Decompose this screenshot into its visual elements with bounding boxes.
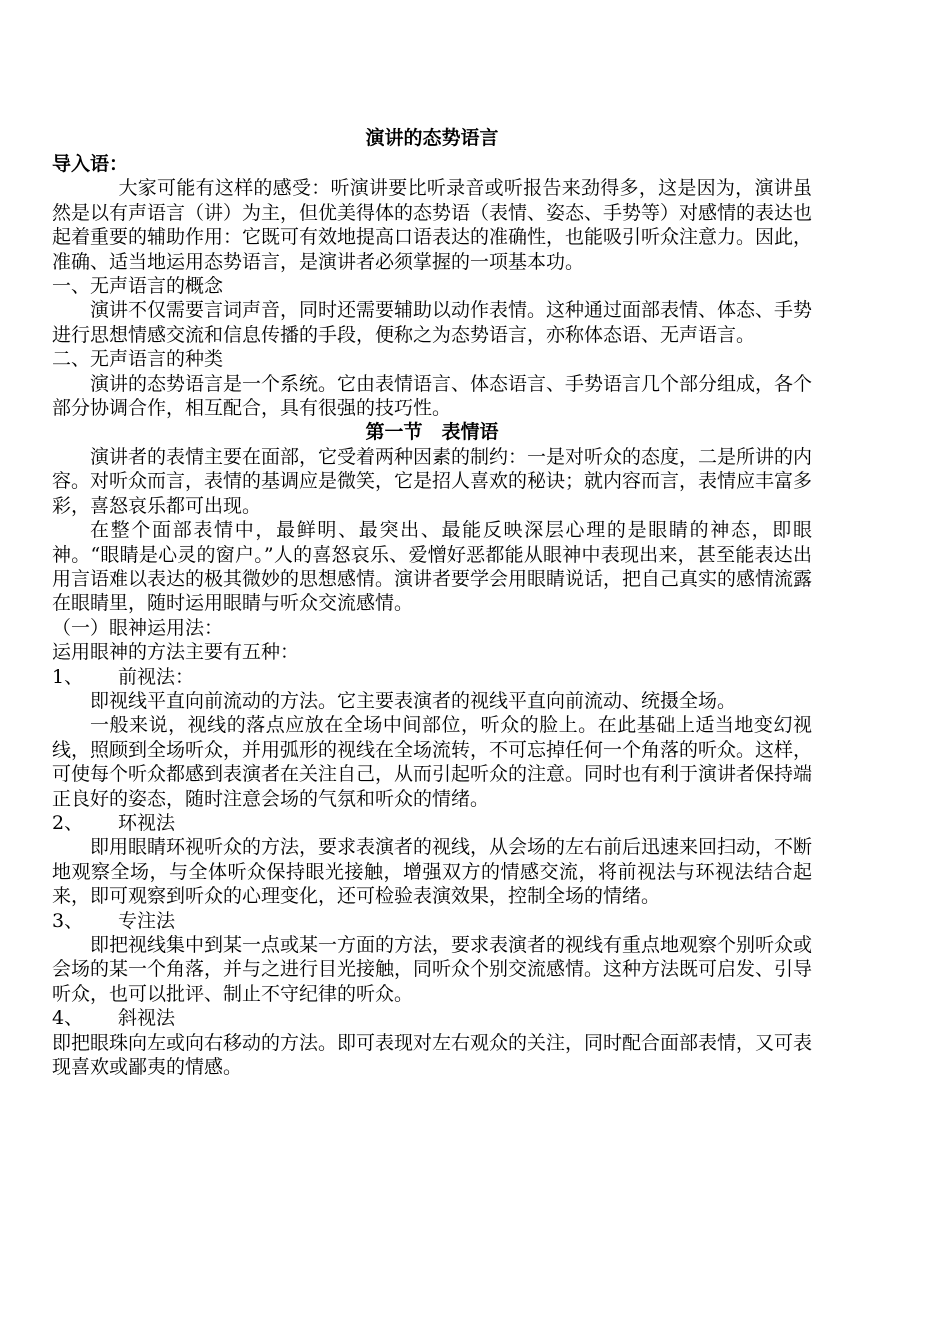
intro-paragraph: 大家可能有这样的感受：听演讲要比听录音或听报告来劲得多，这是因为，演讲虽然是以有声语言（讲）为主，但优美得体的态势语（表情、姿态、手势等）对感情的表达也起着重要的辅助作用：它既可有效地提高口语表达的准确性，也能吸引听众注意力。因此，准确、适当地运用态势语言，是演讲者必须掌握的一项基本功。 bbox=[52, 177, 813, 273]
list-number: 2、 bbox=[52, 811, 84, 834]
item1-paragraph-1: 即视线平直向前流动的方法。它主要表演者的视线平直向前流动、统摄全场。 bbox=[90, 689, 737, 712]
list-number: 1、 bbox=[52, 665, 84, 688]
list-number: 3、 bbox=[52, 909, 84, 932]
item4-paragraph: 即把眼珠向左或向右移动的方法。即可表现对左右观众的关注，同时配合面部表情，又可表现喜欢或鄙夷的情感。 bbox=[52, 1031, 813, 1079]
list-item-2 bbox=[52, 811, 812, 835]
list-number: 4、 bbox=[52, 1007, 84, 1030]
section-heading: 第一节 表情语 bbox=[365, 421, 499, 444]
subheading-eye-method: （一）眼神运用法： bbox=[52, 616, 224, 639]
list-label: 前视法： bbox=[118, 665, 195, 688]
paragraph-expression: 演讲者的表情主要在面部，它受着两种因素的制约：一是对听众的态度，二是所讲的内容。对听众而言，表情的基调应是微笑，它是招人喜欢的秘诀；就内容而言，表情应丰富多彩，喜怒哀乐都可出现。 bbox=[52, 445, 813, 517]
list-item-1 bbox=[52, 665, 812, 689]
document-title: 演讲的态势语言 bbox=[365, 127, 499, 149]
document-page bbox=[52, 124, 812, 1079]
list-item-4 bbox=[52, 1006, 812, 1030]
item3-paragraph: 即把视线集中到某一点或某一方面的方法，要求表演者的视线有重点地观察个别听众或会场的某一个角落，并与之进行目光接触，同听众个别交流感情。这种方法既可启发、引导听众，也可以批评、制止不守纪律的听众。 bbox=[52, 934, 813, 1005]
list-item-3 bbox=[52, 909, 812, 933]
list-label: 环视法 bbox=[118, 811, 176, 834]
eye-method-intro: 运用眼神的方法主要有五种： bbox=[52, 641, 300, 664]
heading-concept: 一、无声语言的概念 bbox=[52, 275, 224, 298]
list-label: 斜视法 bbox=[118, 1007, 176, 1030]
heading-types: 二、无声语言的种类 bbox=[52, 348, 224, 371]
item1-paragraph-2: 一般来说，视线的落点应放在全场中间部位，听众的脸上。在此基础上适当地变幻视线，照顾到全场听众，并用弧形的视线在全场流转，不可忘掉任何一个角落的听众。这样，可使每个听众都感到表演者在关注自己，从而引起听众的注意。同时也有利于演讲者保持端正良好的姿态，随时注意会场的气氛和听众的情绪。 bbox=[52, 714, 813, 810]
list-label: 专注法 bbox=[118, 909, 176, 932]
paragraph-types: 演讲的态势语言是一个系统。它由表情语言、体态语言、手势语言几个部分组成，各个部分协调合作，相互配合，具有很强的技巧性。 bbox=[52, 372, 813, 420]
intro-label: 导入语： bbox=[52, 153, 129, 175]
paragraph-eyes: 在整个面部表情中，最鲜明、最突出、最能反映深层心理的是眼睛的神态，即眼神。“眼睛是心灵的窗户。”人的喜怒哀乐、爱憎好恶都能从眼神中表现出来，甚至能表达出用言语难以表达的极其微妙的思想感情。演讲者要学会用眼睛说话，把自己真实的感情流露在眼睛里，随时运用眼睛与听众交流感情。 bbox=[52, 519, 813, 615]
paragraph-concept: 演讲不仅需要言词声音，同时还需要辅助以动作表情。这种通过面部表情、体态、手势进行思想情感交流和信息传播的手段，便称之为态势语言，亦称体态语、无声语言。 bbox=[52, 299, 813, 346]
item2-paragraph: 即用眼睛环视听众的方法，要求表演者的视线，从会场的左右前后迅速来回扫动，不断地观察全场，与全体听众保持眼光接触，增强双方的情感交流，将前视法与环视法结合起来，即可观察到听众的心理变化，还可检验表演效果，控制全场的情绪。 bbox=[52, 836, 813, 908]
